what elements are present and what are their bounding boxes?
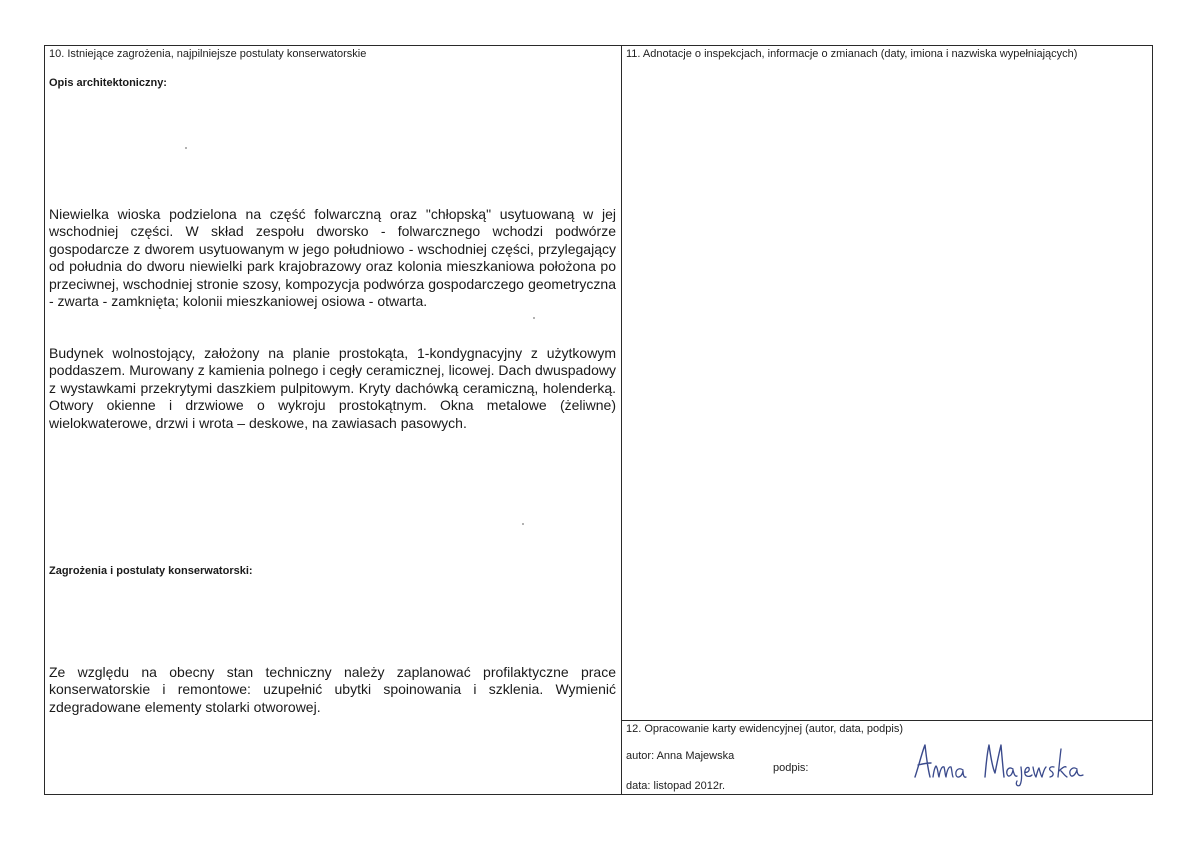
section-10-label: 10. Istniejące zagrożenia, najpilniejsze postulaty konserwatorskie: [49, 48, 367, 60]
section-11-12-column: [622, 46, 1152, 794]
section-10-column: [45, 46, 622, 794]
signature-label: podpis:: [773, 762, 809, 774]
section-11-label: 11. Adnotacje o inspekcjach, informacje o zmianach (daty, imiona i nazwiska wypełniających): [626, 48, 1078, 60]
date-field: data: listopad 2012r.: [626, 780, 726, 792]
scan-speck: [185, 147, 187, 149]
threats-paragraph: Ze względu na obecny stan techniczny należy zaplanować profilaktyczne prace konserwatorskie i remontowe: uzupełnić ubytki spoinowania i szklenia. Wymienić zdegradowane elementy stolarki otworowej.: [49, 664, 616, 715]
architectural-description-heading: Opis architektoniczny:: [49, 77, 167, 89]
architectural-description-paragraph-1: Niewielka wioska podzielona na część folwarczną oraz "chłopską" usytuowaną w jej wschodniej części. W skład zespołu dworsko - folwarcznego wchodzi podwórze gospodarcze z dworem usytuowanym w jego południowo - wschodniej części, przylegający od południa do dworu niewielki park krajobrazowy oraz kolonia mieszkaniowa położona po przeciwnej, wschodniej stronie szosy, kompozycja podwórza gospodarczego geometryczna - zwarta - zamknięta; kolonii mieszkaniowej osiowa - otwarta.: [49, 206, 616, 310]
architectural-description-paragraph-2: Budynek wolnostojący, założony na planie prostokąta, 1-kondygnacyjny z użytkowym poddaszem. Murowany z kamienia polnego i cegły ceramicznej, licowej. Dach dwuspadowy z wystawkami przekrytymi daszkiem pulpitowym. Kryty dachówką ceramiczną, holenderką. Otwory okienne i drzwiowe o wykroju prostokątnym. Okna metalowe (żeliwne) wielokwaterowe, drzwi i wrota – deskowe, na zawiasach pasowych.: [49, 345, 616, 431]
threats-heading: Zagrożenia i postulaty konserwatorski:: [49, 565, 253, 577]
section-12-block: [622, 720, 1152, 794]
scan-speck: [533, 317, 535, 319]
author-field: autor: Anna Majewska: [626, 750, 735, 762]
section-12-label: 12. Opracowanie karty ewidencyjnej (autor, data, podpis): [626, 723, 903, 735]
handwritten-signature: [909, 735, 1089, 789]
scan-speck: [522, 523, 524, 525]
evidence-card-form: [44, 45, 1153, 795]
